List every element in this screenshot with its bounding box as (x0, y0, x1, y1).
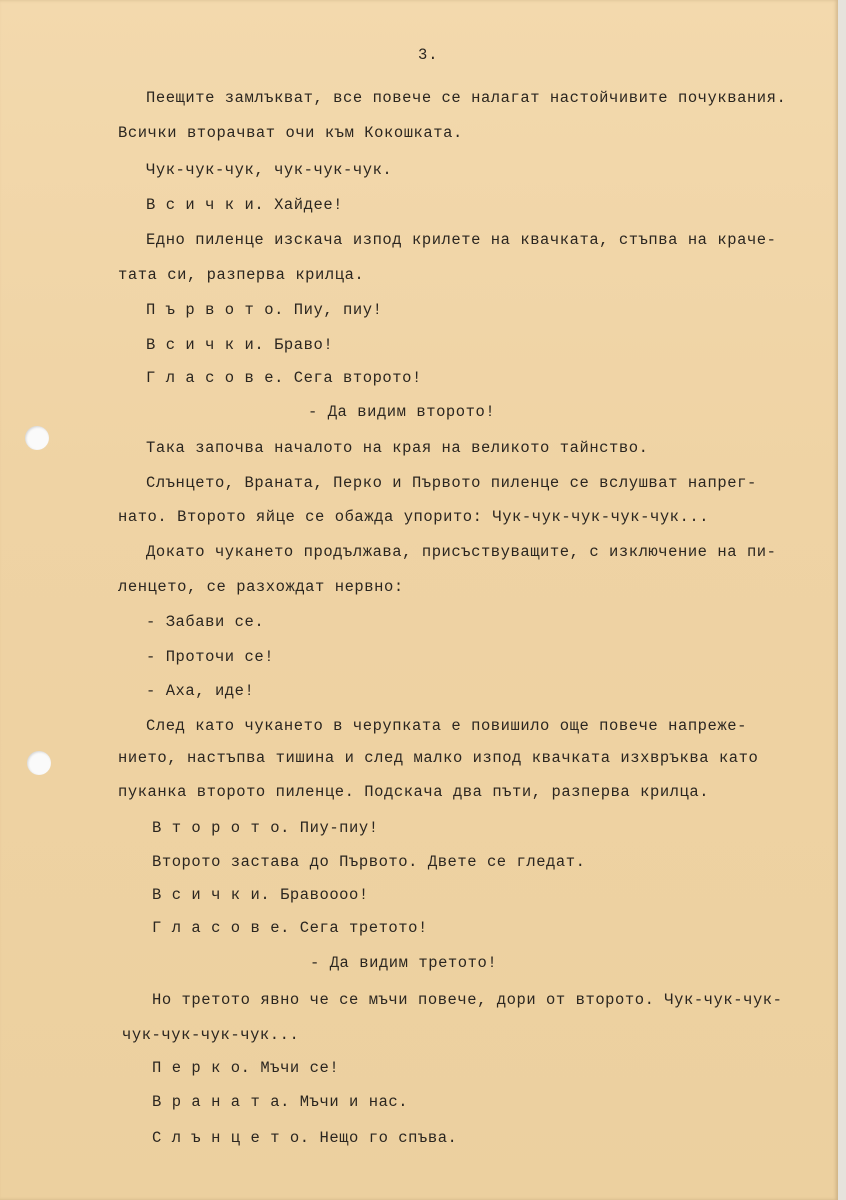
text-line: Чук-чук-чук, чук-чук-чук. (146, 161, 393, 179)
dialogue-line: - Проточи се! (146, 648, 275, 666)
speaker-line: Г л а с о в е. Сега третото! (152, 919, 428, 937)
speaker-line: В т о р о т о. Пиу-пиу! (152, 819, 379, 837)
text-line: Второто застава до Първото. Двете се гледат. (152, 853, 586, 871)
text-line: Едно пиленце изскача изпод крилете на квачката, стъпва на краче- (146, 231, 777, 249)
speaker-line: В с и ч к и. Бравоооо! (152, 886, 369, 904)
text-line: Пеещите замлъкват, все повече се налагат настойчивите почуквания. (146, 89, 787, 107)
speaker-line: С л ъ н ц е т о. Нещо го спъва. (152, 1129, 458, 1147)
text-line: нието, настъпва тишина и след малко изпод квачката изхвръква като (118, 749, 759, 767)
text-line: чук-чук-чук-чук... (122, 1026, 300, 1044)
speaker-line: П е р к о. Мъчи се! (152, 1059, 340, 1077)
speaker-line: В с и ч к и. Браво! (146, 336, 334, 354)
punch-hole-top (25, 426, 49, 450)
text-line: Всички вторачват очи към Кокошката. (118, 124, 463, 142)
punch-hole-bottom (27, 751, 51, 775)
speaker-line: П ъ р в о т о. Пиу, пиу! (146, 301, 383, 319)
dialogue-line: - Да видим третото! (310, 954, 498, 972)
text-line: Така започва началото на края на великото тайнство. (146, 439, 649, 457)
dialogue-line: - Забави се. (146, 613, 265, 631)
text-line: тата си, разперва крилца. (118, 266, 365, 284)
text-line: Слънцето, Враната, Перко и Първото пиленце се вслушват напрег- (146, 474, 757, 492)
page-number: 3. (418, 46, 439, 64)
text-line: ленцето, се разхождат нервно: (118, 578, 404, 596)
speaker-line: Г л а с о в е. Сега второто! (146, 369, 422, 387)
page-edge (838, 0, 846, 1200)
text-line: нато. Второто яйце се обажда упорито: Чук-чук-чук-чук-чук... (118, 508, 710, 526)
text-line: пуканка второто пиленце. Подскача два пъти, разперва крилца. (118, 783, 710, 801)
text-line: Но третото явно че се мъчи повече, дори от второто. Чук-чук-чук- (152, 991, 783, 1009)
speaker-line: В с и ч к и. Хайдее! (146, 196, 344, 214)
text-line: Докато чукането продължава, присъствуващите, с изключение на пи- (146, 543, 777, 561)
text-line: След като чукането в черупката е повишило още повече напреже- (146, 717, 747, 735)
dialogue-line: - Аха, иде! (146, 682, 255, 700)
dialogue-line: - Да видим второто! (308, 403, 496, 421)
speaker-line: В р а н а т а. Мъчи и нас. (152, 1093, 409, 1111)
